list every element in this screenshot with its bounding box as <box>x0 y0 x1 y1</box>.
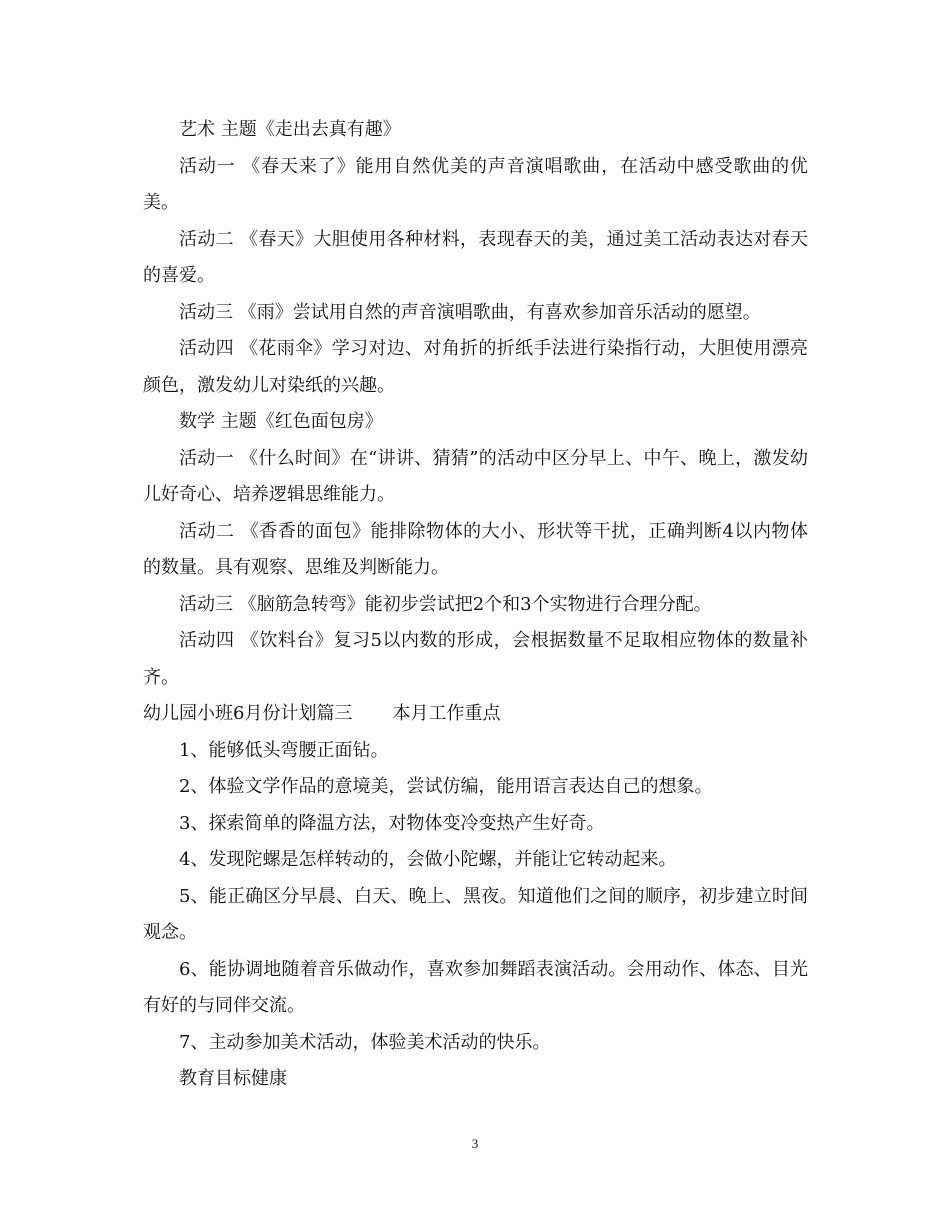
paragraph: 活动二 《香香的面包》能排除物体的大小、形状等干扰，正确判断4以内物体的数量。具有观察、思维及判断能力。 <box>143 520 808 578</box>
plan-heading-title: 幼儿园小班6月份计划篇三 <box>143 703 353 724</box>
list-item: 6、能协调地随着音乐做动作，喜欢参加舞蹈表演活动。会用动作、体态、目光有好的与同伴交流。 <box>143 958 808 1016</box>
paragraph: 活动四 《花雨伞》学习对边、对角折的折纸手法进行染指行动，大胆使用漂亮颜色，激发幼儿对染纸的兴趣。 <box>143 338 808 396</box>
section-heading-education-goals: 教育目标健康 <box>179 1068 287 1089</box>
paragraph: 活动三 《雨》尝试用自然的声音演唱歌曲，有喜欢参加音乐活动的愿望。 <box>179 301 761 323</box>
list-item: 2、体验文学作品的意境美，尝试仿编，能用语言表达自己的想象。 <box>179 776 713 797</box>
document-body <box>143 112 808 1098</box>
paragraph: 活动一 《春天来了》能用自然优美的声音演唱歌曲，在活动中感受歌曲的优美。 <box>143 155 808 213</box>
page-number: 3 <box>471 1136 479 1151</box>
list-item: 4、发现陀螺是怎样转动的，会做小陀螺，并能让它转动起来。 <box>179 849 677 870</box>
list-item: 5、能正确区分早晨、白天、晚上、黑夜。知道他们之间的顺序，初步建立时间观念。 <box>143 885 808 943</box>
paragraph: 活动一 《什么时间》在“讲讲、猜猜”的活动中区分早上、中午、晚上，激发幼儿好奇心、培养逻辑思维能力。 <box>143 447 808 505</box>
paragraph: 活动四 《饮料台》复习5以内数的形成，会根据数量不足取相应物体的数量补齐。 <box>143 630 808 688</box>
list-item: 3、探索简单的降温方法，对物体变冷变热产生好奇。 <box>179 812 605 834</box>
paragraph: 活动三 《脑筋急转弯》能初步尝试把2个和3个实物进行合理分配。 <box>179 593 712 615</box>
plan-heading-subtitle: 本月工作重点 <box>392 703 501 724</box>
list-item: 1、能够低头弯腰正面钻。 <box>179 739 389 761</box>
paragraph: 活动二 《春天》大胆使用各种材料，表现春天的美，通过美工活动表达对春天的喜爱。 <box>143 228 808 286</box>
list-item: 7、主动参加美术活动，体验美术活动的快乐。 <box>179 1031 551 1053</box>
section-heading-math: 数学 主题《红色面包房》 <box>179 411 383 432</box>
plan-heading <box>143 696 808 733</box>
section-heading-art: 艺术 主题《走出去真有趣》 <box>179 119 401 140</box>
